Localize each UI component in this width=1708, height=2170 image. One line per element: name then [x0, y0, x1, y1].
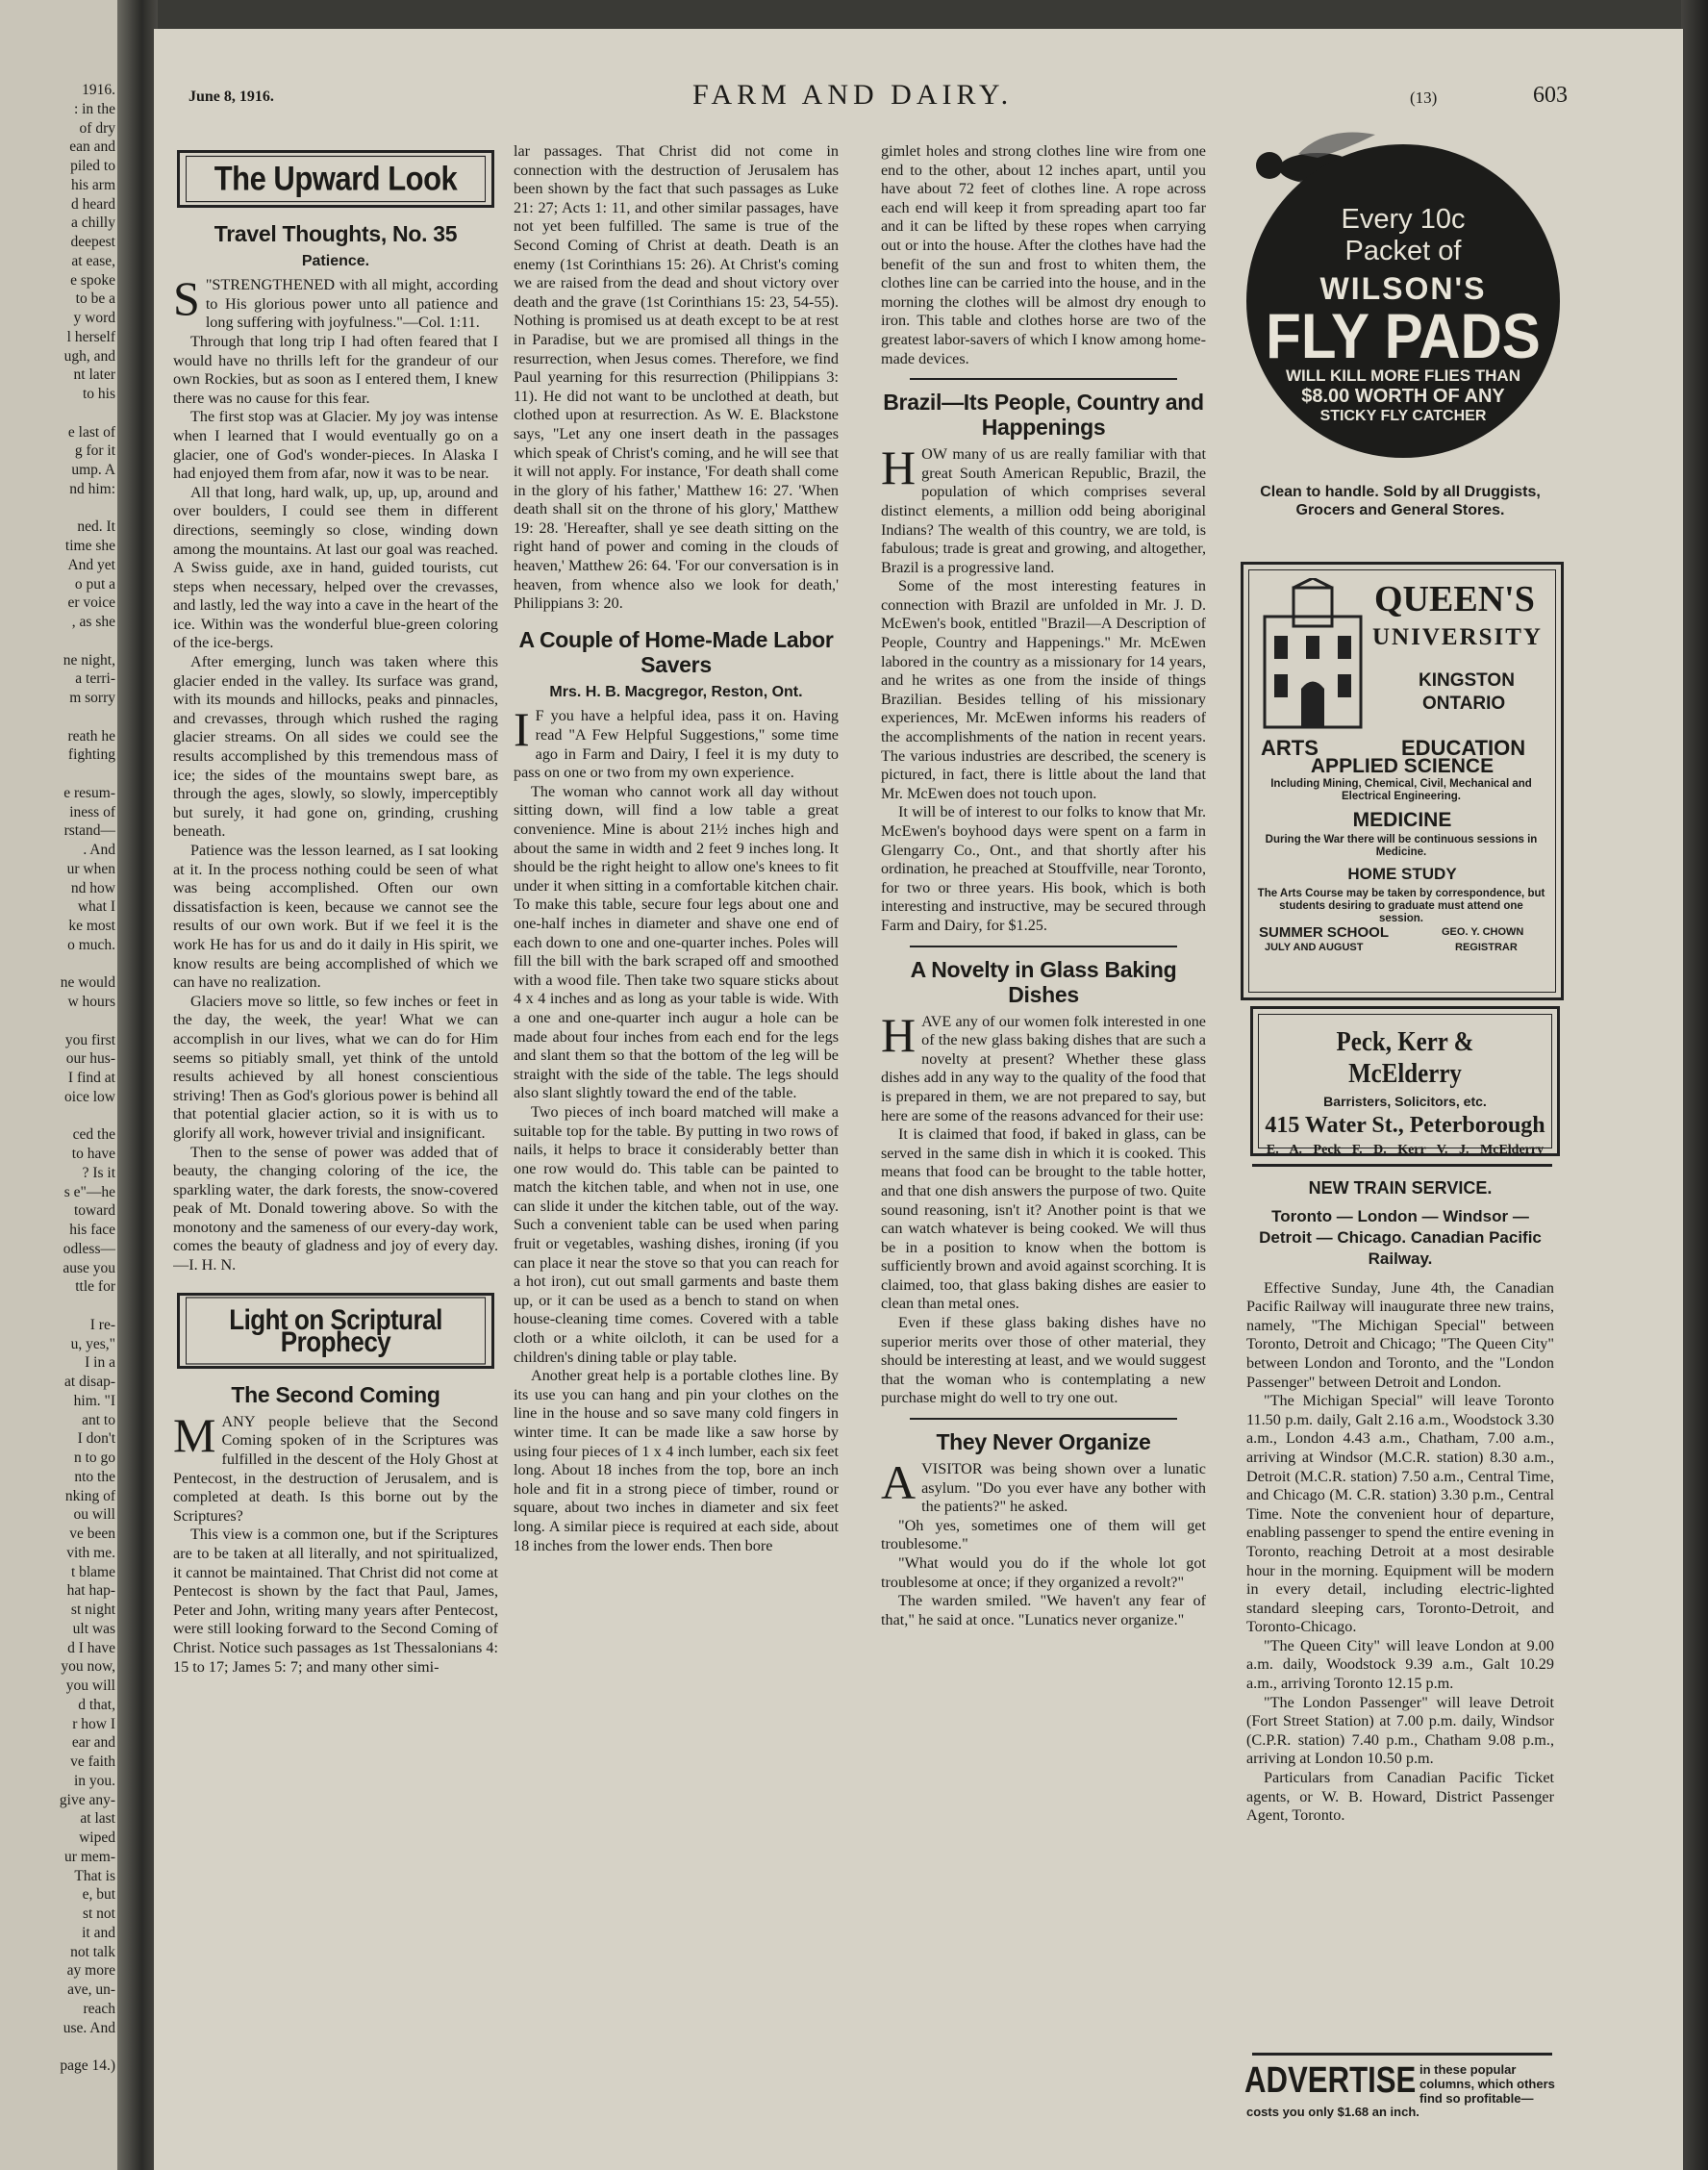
fragment-line	[2, 499, 115, 518]
fragment-line: it and	[82, 1924, 115, 1941]
fragment-line: at ease,	[71, 252, 115, 269]
fragment-line: give any-	[59, 1791, 115, 1808]
labor-savers-byline: Mrs. H. B. Macgregor, Reston, Ont.	[549, 683, 803, 700]
fragment-line: ur mem-	[64, 1848, 115, 1865]
fragment-line: st night	[70, 1602, 115, 1618]
labor-continued: gimlet holes and strong clothes line wire from one end to the other, about 12 inches apart, until you have about 72 feet of clothes line. A rope across each end will keep it from spreading apart too far and it can be lifted by these ropes when carrying out or into the house. After the clothes have had the benefit of the sun and frost to whiten them, the clothes line can be carried into the house, and in the morning the clothes will be almost dry enough to iron. This table and clothes horse are two of the greatest labor-savers of which I know among home-made devices.	[881, 142, 1206, 367]
travel-p7: Glaciers move so little, so few inches or feet in the day, the week, the year! What we can accomplish in our lives, what we can do for Him seems so pitiably small, yet think of the untold results achieved by all honest conscientious striving! Then as God's glorious power is behind all that potential glacier action, so it is with us to glorify all work, however trivial and insignificant.	[173, 992, 498, 1142]
fragment-line: iness of	[69, 803, 115, 820]
fragment-line: rstand—	[63, 822, 115, 840]
flypads-line2: Packet of	[1344, 236, 1462, 266]
dropcap-m: M	[173, 1407, 216, 1462]
labor-p3: Two pieces of inch board matched will make a suitable top for the table. By putting in two rows of nails, it helps to brace it considerably better than one row would do. This table can be painted to match the kitchen table, and when not in use, one can slide it under the kitchen table, out of the way. Such a convenient table can be used when paring fruit or vegetables, washing dishes, ironing (if you can place it near the stove so that you can reach for a hot iron), cut out small garments and baste them up, or it can be used as a bench to stand on when house-cleaning time comes. Covered with a table cloth or a white oilcloth, it can be used for a children's dining table or play table.	[514, 1102, 839, 1366]
fragment-line: ned. It	[77, 518, 115, 536]
labor-p1: F you have a helpful idea, pass it on. Having read "A Few Helpful Suggestions," some time ago in Farm and Dairy, I feel it is my duty to pass on one or two from my own experience.	[514, 707, 839, 782]
dropcap-s: S	[173, 271, 200, 326]
section-number: (13)	[1410, 88, 1438, 107]
advertise-cost: costs you only $1.68 an inch.	[1246, 2105, 1419, 2119]
fragment-line: our hus-	[65, 1050, 115, 1068]
fragment-line: t blame	[70, 1563, 115, 1580]
queens-home-study: HOME STUDY	[1347, 865, 1457, 883]
fragment-line: And yet	[67, 556, 115, 573]
fragment-line	[2, 955, 115, 974]
travel-p6: Patience was the lesson learned, as I sat looking at it. In the process nothing could be seen of what was being accomplished. Often our own dissatisfaction is keen, because we cannot see the results of our own work. But if we feel it is the work He has for us and do it daily in His spirit, we know results are being accomplished of which we can have no realization.	[173, 842, 498, 992]
fragment-line: ne would	[60, 974, 115, 992]
queens-registrar: REGISTRAR	[1455, 942, 1518, 953]
fragment-line: y word	[73, 310, 115, 326]
fragment-line: st not	[82, 1905, 115, 1922]
labor-savers-title: A Couple of Home-Made Labor Savers	[518, 626, 834, 677]
travel-p2: Through that long trip I had often feared that I would have no thrills left for the grandeur of our own Rockies, but as soon as I entered them, I knew there was no cause for this fear.	[173, 332, 498, 407]
fragment-line: I re-	[89, 1316, 115, 1333]
fragment-line	[2, 765, 115, 784]
flypads-circle	[1246, 144, 1560, 458]
organize-p4: The warden smiled. "We haven't any fear of that," he said at once. "Lunatics never organize."	[881, 1592, 1206, 1628]
fragment-line: ne night,	[63, 651, 115, 669]
queens-ad	[1241, 562, 1564, 1000]
flypads-claim3: STICKY FLY CATCHER	[1319, 408, 1487, 424]
column-3	[881, 142, 1206, 2114]
fragment-line: ugh, and	[63, 347, 115, 365]
fragment-line: of dry	[79, 119, 115, 137]
fragment-line: ant to	[82, 1411, 115, 1428]
fragment-line: m sorry	[69, 690, 115, 706]
fragment-line	[2, 1297, 115, 1316]
fragment-line: ke most	[68, 918, 115, 934]
divider	[910, 1418, 1177, 1420]
fragment-line: what I	[77, 898, 115, 916]
train-p1: Effective Sunday, June 4th, the Canadian Pacific Railway will inaugurate three new trains, namely, "The Michigan Special" between Toronto, Detroit and Chicago; "The Queen City" between London and Toronto, and the "London Passenger" between Detroit and London.	[1246, 1278, 1554, 1391]
fragment-line: nto the	[74, 1468, 115, 1485]
fragment-line: ause you	[63, 1259, 115, 1276]
fragment-line	[2, 708, 115, 727]
fragment-line: I in a	[85, 1354, 115, 1372]
fragment-line: ur when	[66, 860, 115, 877]
fragment-line: reach	[83, 2000, 115, 2017]
fragment-line: d I have	[67, 1639, 115, 1656]
fragment-line: I don't	[77, 1430, 115, 1448]
fragment-line: in you.	[73, 1772, 115, 1789]
fragment-line: . And	[83, 842, 115, 858]
fragment-line: , as she	[71, 614, 115, 630]
fragment-line: ult was	[72, 1620, 115, 1637]
fragment-line	[2, 404, 115, 423]
fragment-line	[2, 632, 115, 651]
page-date: June 8, 1916.	[188, 88, 274, 105]
law-firm-address: 415 Water St., Peterborough	[1265, 1113, 1545, 1138]
second-coming-q2: This view is a common one, but if the Scriptures are to be taken at all literally, and not spiritualized, it cannot be maintained. That Christ did not come at Pentecost is shown by the fact that Paul, James, Peter and John, writing many years after Pentecost, were still looking forward to the Second Coming of Christ. Notice such passages as 1st Thessalonians 4: 15 to 17; James 5: 7; and many other simi-	[173, 1526, 498, 1676]
train-service	[1246, 1179, 1554, 2055]
dropcap-a: A	[881, 1455, 917, 1510]
fragment-line: his face	[69, 1222, 115, 1238]
travel-p4: All that long, hard walk, up, up, up, around and over boulders, I could see them in different directions, seemingly so close, winding down among the mountains. At last our goal was reached. A Swiss guide, axe in hand, guided tourists, cut steps when necessary, helped over the crevasses, and lastly, led the way into a cave in the heart of the ice. Within was the wonderful blue-green coloring of the ice-bergs.	[173, 483, 498, 652]
fragment-line: d that,	[78, 1696, 115, 1713]
fragment-line: you will	[65, 1678, 115, 1694]
queens-home-note: The Arts Course may be taken by correspondence, but students desiring to graduate must attend one session.	[1257, 888, 1545, 924]
second-coming-continued: lar passages. That Christ did not come in connection with the destruction of Jerusalem has been shown by the fact that such passages as Luke 21: 27; Acts 1: 11, and other similar passages, have not yet been fulfilled. The same is true of the Second Coming of Christ at death. Death is an enemy (1st Corinthians 15: 26). At Christ's coming we are raised from the dead and shout victory over death and the grave (1st Corinthians 15: 23, 54-55). Nothing is promised us at death except to be at rest in Paradise, but we are promised all things in the resurrection, when Jesus comes. Therefore, we find Paul yearning for this resurrection (Philippians 3: 11). He did not want to be unclothed at death, but clothed upon at resurrection. As W. E. Blackstone says, "Let any one insert death in the passages which speak of Christ's coming, and he will see that it will not apply. For instance, 'For death shall come in the glory of his father,' Matthew 16: 27. 'When death shall sit on the throne of his glory,' Matthew 19: 28. 'Hereafter, shall ye see death sitting on the right hand of power and coming in the clouds of heaven,' Matthew 26: 64. 'For our conversation is in heaven, from whence also we look for death,' Philippians 3: 20.	[514, 142, 839, 613]
previous-page-text	[2, 81, 115, 2076]
fragment-line: toward	[73, 1202, 115, 1220]
fragment-line: nd him:	[69, 480, 115, 497]
law-firm-name: Peck, Kerr & McElderry	[1336, 1026, 1474, 1089]
glass-p1: AVE any of our women folk interested in one of the new glass baking dishes that are such a novelty at present? Whether these glass dishes add in any way to the quality of the food that is prepared in them, we are not prepared to say, but here are some of the reasons advanced for their use:	[881, 1012, 1206, 1124]
queens-medicine: MEDICINE	[1352, 809, 1452, 831]
fragment-line: o much.	[67, 936, 115, 953]
fragment-line: g for it	[74, 442, 115, 460]
flypads-claim1: WILL KILL MORE FLIES THAN	[1286, 366, 1520, 385]
organize-p1: VISITOR was being shown over a lunatic asylum. "Do you ever have any bother with the patients?" he asked.	[921, 1460, 1206, 1516]
queens-name1: QUEEN'S	[1374, 579, 1535, 619]
book-gutter	[117, 0, 158, 2170]
travel-p1: "STRENGTHENED with all might, according to His glorious power unto all patience and long suffering with joyfulness."—Col. 1:11.	[205, 276, 498, 332]
advertise-side: in these popular columns, which others find so profitable—	[1419, 2062, 1555, 2106]
fragment-line: ean and	[69, 139, 115, 156]
fragment-line: ve been	[69, 1526, 115, 1542]
flypads-claim2: $8.00 WORTH OF ANY	[1301, 386, 1505, 407]
column-1	[173, 144, 498, 2126]
queens-medicine-note: During the War there will be continuous sessions in Medicine.	[1265, 834, 1538, 858]
fragment-line: 1916.	[82, 82, 115, 98]
fragment-line: ave, un-	[67, 1981, 115, 1998]
fragment-line: you first	[64, 1031, 115, 1048]
fragment-line: ced the	[72, 1126, 115, 1144]
fragment-line: page 14.)	[60, 2057, 115, 2074]
train-p2: "The Michigan Special" will leave Toronto 11.50 p.m. daily, Galt 2.16 a.m., Woodstock 3.30 a.m., London 4.43 a.m., Chatham, 7.00 a.m., arriving at Windsor (M.C.R. station) 8.30 a.m., Detroit (M.C.R. station) 7.50 a.m., Central Time, and Chicago (M. C.R. station) 3.30 p.m., Central Time. Note the convenient hour of departure, enabling passenger to spend the entire evening in Toronto, reaching Detroit at a most desirable hour in the morning. Equipment will be modern in every detail, including electric-lighted standard sleeping cars, Toronto-Detroit, and Toronto-Chicago.	[1246, 1392, 1554, 1636]
train-p3: "The Queen City" will leave London at 9.00 a.m. daily, Woodstock 9.39 a.m., Galt 10.29 a.m., arriving Toronto 12.15 p.m.	[1246, 1636, 1554, 1693]
fragment-line: nking of	[64, 1487, 115, 1504]
fragment-line: deepest	[70, 234, 115, 250]
train-subtitle: Toronto — London — Windsor — Detroit — Chicago. Canadian Pacific Railway.	[1259, 1206, 1542, 1268]
fragment-line: d heard	[70, 195, 115, 213]
fragment-line: vith me.	[66, 1544, 115, 1561]
law-firm-partners: E. A. Peck F. D. Kerr V. J. McElderry	[1266, 1143, 1545, 1157]
flypads-product: FLY PADS	[1266, 300, 1541, 372]
advertise-word: ADVERTISE	[1244, 2060, 1417, 2101]
masthead-title: FARM AND DAIRY.	[692, 79, 1014, 111]
queens-loc2: ONTARIO	[1422, 694, 1506, 714]
fragment-line: piled to	[70, 158, 115, 174]
fragment-line: nd how	[70, 879, 115, 896]
upward-look-title: The Upward Look	[186, 156, 486, 202]
fragment-line: o put a	[74, 575, 115, 593]
fragment-line: That is	[74, 1867, 115, 1884]
fragment-line: ou will	[73, 1506, 115, 1524]
travel-thoughts-subtitle: Patience.	[301, 252, 370, 269]
fragment-line: to have	[71, 1146, 115, 1162]
fragment-line: e resum-	[63, 784, 115, 801]
fragment-line: s e"—he	[63, 1183, 115, 1200]
queens-arts: ARTS	[1261, 736, 1319, 760]
travel-thoughts-title: Travel Thoughts, No. 35	[214, 220, 458, 246]
fragment-line: er voice	[67, 594, 115, 612]
glass-p3: Even if these glass baking dishes have no superior merits over those of other material, they should be interesting at least, and we would suggest that the woman who is contemplating a new purchase might do well to try one out.	[881, 1314, 1206, 1407]
dropcap-i: I	[514, 702, 530, 757]
flypads-tagline: Clean to handle. Sold by all Druggists, Grocers and General Stores.	[1260, 484, 1541, 518]
fragment-line: a chilly	[70, 214, 115, 232]
brazil-p2: Some of the most interesting features in connection with Brazil are unfolded in Mr. J. D. McEwen's book, entitled "Brazil—A Description of People, Country and Happenings." Mr. McEwen labored in the country as a missionary for 14 years, and he writes as one from the inside of things Brazilian. Besides telling of his missionary experiences, Mr. McEwen informs his readers of the accomplishments of the nation in recent years. The various industries are described, the scenery is pictured, in fact, there is little about the land that Mr. McEwen does not touch upon.	[881, 577, 1206, 802]
fragment-line: hat hap-	[66, 1582, 115, 1600]
fragment-line: I find at	[67, 1070, 115, 1086]
queens-science: APPLIED SCIENCE	[1310, 755, 1494, 777]
fragment-line: l herself	[66, 328, 115, 345]
fragment-line: oice low	[64, 1088, 115, 1105]
newspaper-page	[154, 29, 1683, 2170]
travel-p8: Then to the sense of power was added that of beauty, the changing coloring of the ice, the sparkling water, the dark forests, the snow-covered peak of Mt. Donald towering above. So with the monotony and the sameness of our every-day work, comes the beauty of gladness and joy of every day.—I. H. N.	[173, 1143, 498, 1274]
fragment-line: not talk	[70, 1943, 115, 1960]
divider	[1252, 1164, 1552, 1167]
fragment-line: e spoke	[70, 271, 115, 289]
flypads-line1: Every 10c	[1341, 204, 1466, 235]
fragment-line: use. And	[63, 2019, 115, 2036]
fragment-line: : in the	[73, 100, 115, 117]
prophecy-box	[177, 1293, 494, 1369]
fragment-line: a terri-	[75, 670, 115, 688]
brazil-p3: It will be of interest to our folks to know that Mr. McEwen's boyhood days were spent on a farm in Glengarry Co., Ont., and that shortly after his ordination, he preached at Stouffville, near Toronto, for two or three years. His book, which is both interesting and instructive, may be secured through Farm and Dairy, for $1.25.	[881, 803, 1206, 934]
brazil-title: Brazil—Its People, Country and Happenings	[883, 390, 1204, 441]
train-p4: "The London Passenger" will leave Detroit (Fort Street Station) at 7.00 p.m. daily, Windsor (C.P.R. station) 7.40 p.m., Chatham 9.08 p.m., arriving at London 10.50 p.m.	[1246, 1693, 1554, 1768]
fragment-line: to be a	[75, 290, 115, 308]
travel-p5: After emerging, lunch was taken where this glacier ended in the valley. Its surface was grand, with its mounds and hillocks, peaks and pinnacles, and crevasses, through which rushed the raging glacier streams. On all sides we could see the results accomplished by this tremendous mass of ice; the sides of the mountains swept bare, as through the ages, slowly, so slowly, imperceptibly but surely, it had gone on, grinding, crushing beneath.	[173, 653, 498, 841]
labor-p4: Another great help is a portable clothes line. By its use you can hang and pin your clothes on the line in the house and so save many cold fingers in winter time. It can be made like a saw horse by using four pieces of 1 x 4 inch lumber, each six feet long. About 18 inches from the top, bore an inch hole and fit in a strong piece of timber, round or square, about two inches in diameter and six feet long. A similar piece is required at each side, about 18 inches from the lower ends. Then bore	[514, 1367, 839, 1554]
queens-summer: SUMMER SCHOOL	[1259, 924, 1389, 941]
fragment-line: to his	[82, 386, 115, 402]
dropcap-h1: H	[881, 441, 917, 495]
fragment-line	[2, 1107, 115, 1126]
glass-p2: It is claimed that food, if baked in glass, can be served in the same dish in which it is cooked. This means that food can be brought to the table hotter, and that one dish answers the purpose of two. Quite sound reasoning, isn't it? Another point is that we can watch whatever is being cooked. We will thus be in a position to know when the bottom is sufficiently brown and avoid against scorching. It is claimed, too, that glass baking dishes are easier to clean than metal ones.	[881, 1125, 1206, 1313]
fragment-line: fighting	[67, 746, 115, 764]
fragment-line: wiped	[79, 1829, 115, 1846]
divider	[910, 946, 1177, 947]
train-p5: Particulars from Canadian Pacific Ticket agents, or W. B. Howard, District Passenger Agent, Toronto.	[1246, 1769, 1554, 1825]
queens-registrar-name: GEO. Y. CHOWN	[1442, 926, 1524, 938]
fragment-line: reath he	[67, 727, 115, 744]
divider	[1252, 2053, 1552, 2056]
fragment-line: ear and	[71, 1734, 115, 1752]
fragment-line: w hours	[67, 994, 115, 1010]
fragment-line: e last of	[67, 423, 115, 441]
glass-dishes-title: A Novelty in Glass Baking Dishes	[910, 956, 1177, 1007]
law-firm-ad	[1250, 1006, 1560, 1156]
dropcap-h2: H	[881, 1007, 917, 1062]
column-2	[514, 142, 839, 2114]
queens-name2: UNIVERSITY	[1372, 624, 1543, 650]
second-coming-title: The Second Coming	[231, 1381, 440, 1407]
university-building-icon	[1255, 578, 1370, 732]
fragment-line: ay more	[66, 1962, 115, 1980]
brazil-p1: OW many of us are really familiar with that great South American Republic, Brazil, the population of which comprises several distinct elements, a million odd being aboriginal Indians? The wealth of this country, we are told, is fabulous; trade is great and growing, and altogether, Brazil is a progressive land.	[881, 445, 1206, 576]
law-firm-profession: Barristers, Solicitors, etc.	[1323, 1094, 1487, 1109]
fragment-line: ump. A	[71, 462, 115, 478]
fragment-line: his arm	[70, 176, 115, 193]
fragment-line	[2, 2037, 115, 2056]
prophecy-title: Light on Scriptural Prophecy	[186, 1297, 486, 1364]
fragment-line: r how I	[72, 1715, 115, 1732]
fragment-line: at last	[80, 1810, 115, 1828]
fragment-line: ttle for	[75, 1278, 115, 1296]
queens-science-note: Including Mining, Chemical, Civil, Mechanical and Electrical Engineering.	[1270, 778, 1532, 802]
fragment-line: n to go	[73, 1450, 115, 1466]
queens-summer-dates: JULY AND AUGUST	[1265, 942, 1364, 953]
fragment-line: at disap-	[64, 1374, 115, 1390]
queens-education: EDUCATION	[1401, 736, 1526, 760]
queens-loc1: KINGSTON	[1419, 670, 1515, 691]
flypads-brand: WILSON'S	[1319, 271, 1487, 306]
labor-p2: The woman who cannot work all day without sitting down, will find a low table a great convenience. Mine is about 21½ inches high and about the same in width and 2 feet 9 inches long. It should be the right height to allow one's knees to fit under it when sitting in a comfortable kitchen chair. To make this table, secure four legs about one and one-half inches in diameter and shave one end of each down to one and one-quarter inches. Poles will fill the bill with the bark scraped off and smoothed with a wood file. Then take two square sticks about 4 x 4 inches and as long as your table is wide. With a one and one-quarter inch augur a hole can be made about four inches from each end for the legs and slant them so that the bottom of the leg will be straight with the side of the table. The legs should also slant slightly toward the end of the table.	[514, 782, 839, 1102]
fragment-line: ve faith	[70, 1754, 115, 1770]
second-coming-q1: ANY people believe that the Second Coming spoken of in the Scriptures was fulfilled in the descent of the Holy Ghost at Pentecost, in the destruction of Jerusalem, and is completed at death. Is this borne out by the Scriptures?	[173, 1412, 498, 1525]
fragment-line: u, yes,"	[70, 1335, 115, 1352]
train-title: NEW TRAIN SERVICE.	[1308, 1179, 1493, 1198]
fragment-line: nt later	[73, 366, 115, 384]
fragment-line: you now,	[61, 1658, 115, 1676]
fragment-line: him. "I	[73, 1392, 115, 1409]
fragment-line: e, but	[82, 1886, 115, 1904]
organize-p2: "Oh yes, sometimes one of them will get troublesome."	[881, 1516, 1206, 1553]
travel-p3: The first stop was at Glacier. My joy was intense when I learned that I would eventually go on a glacier, one of God's wonder-pieces. In Alaska I had enjoyed them from afar, now it was to be near.	[173, 408, 498, 483]
upward-look-box	[177, 150, 494, 208]
fragment-line	[2, 1012, 115, 1031]
fragment-line: time she	[64, 538, 115, 554]
page-number: 603	[1533, 83, 1568, 108]
fragment-line: odless—	[63, 1240, 115, 1257]
page-edge-right	[1681, 0, 1708, 2170]
fragment-line: ? Is it	[82, 1164, 115, 1181]
organize-p3: "What would you do if the whole lot got troublesome at once; if they organized a revolt?"	[881, 1554, 1206, 1591]
never-organize-title: They Never Organize	[936, 1429, 1151, 1455]
divider	[910, 378, 1177, 380]
